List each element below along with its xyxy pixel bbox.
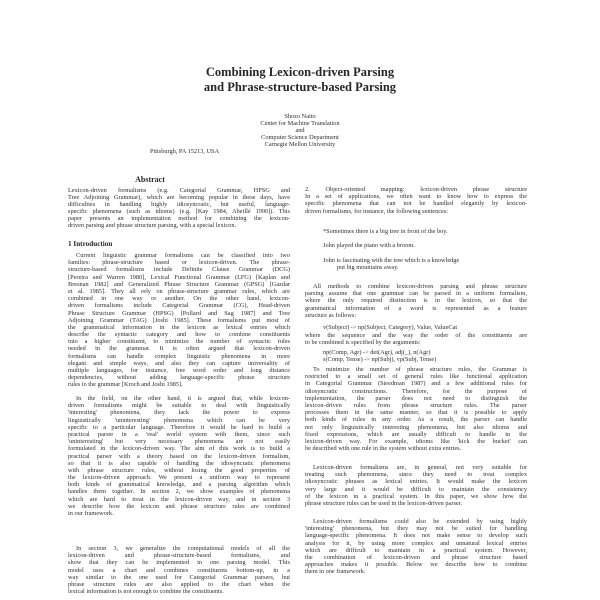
text-line: where the only required distinction is in the lexicon, so that the	[305, 297, 527, 305]
text-line: [Pereira and Warren 1980], Lexical Functional Grammar (LFG) [Kaplan and	[68, 273, 290, 281]
text-line: analysis for it, by using more complex and unnatural lexical entries	[305, 539, 527, 547]
text-line: grammatical information of a word is represented as a feature	[305, 304, 527, 312]
grammar-rule-3	[323, 356, 527, 363]
text-line: the grammatical information in the lexicon as lexical entries which	[68, 323, 290, 331]
text-line: *Sometimes there is a big tree in front of the boy.	[323, 228, 448, 235]
text-line: s(Comp, Tense) -> np(Subj), vp(Subj, Tense)	[323, 356, 437, 363]
text-line: phrase structure rules can be used in the lexicon-driven parser.	[305, 499, 463, 507]
text-line: multiple languages, for instance, free word order and long distance	[68, 367, 290, 374]
text-line: formulated in the lexicon-driven way. The aim of this work is to build a	[68, 445, 290, 453]
text-line: them in one framework.	[305, 568, 366, 576]
introduction-heading: 1 Introduction	[68, 240, 113, 248]
text-line: processes them in the same manner, so that it is possible to apply	[305, 409, 527, 417]
abstract-body	[68, 187, 290, 229]
text-line: To minimize the number of phrase structure rules, the Grammar is	[313, 366, 527, 373]
text-line: idiosyncratic constructions. Therefore, for the purpose of	[305, 387, 527, 395]
text-line: In the field, on the other hand, it is argued that, while lexicon-	[76, 395, 290, 402]
right-paragraph-5	[305, 464, 527, 507]
text-line: practical parser with a theory based on the lexicon-driven formalism,	[68, 452, 290, 460]
text-line: Shozo Naito	[284, 113, 316, 120]
text-line: not only linguistically interesting phenomena, but also idioms and	[305, 423, 527, 431]
author-block	[150, 113, 450, 155]
text-line: practical parser in a 'real' world system with them, since such	[68, 430, 290, 438]
text-line: Lexicon-driven formalisms (e.g. Categorial Grammar, HPSG and	[68, 187, 290, 194]
text-line: John played the piano with a broom.	[323, 242, 415, 249]
text-line: the lexicon-driven approach. We present a uniform way to represent	[68, 474, 290, 482]
text-line: and	[295, 127, 305, 134]
text-line: In a set of applications, we often want to know how to express the	[305, 193, 527, 201]
text-line: Center for Machine Translation	[260, 120, 340, 127]
text-line: idiosyncratic phrases as lexical entries. It would make the lexicon	[305, 478, 527, 486]
text-line: approaches makes it possible. Below we describe how to combine	[305, 561, 527, 569]
text-line: 'interesting' phenomena, they lack the power to express	[68, 409, 290, 417]
text-line: Tree Adjoining Grammar), which are becoming popular in these days, have	[68, 194, 290, 201]
text-line: Pittsburgh, PA 15213, USA	[150, 148, 220, 155]
text-line: linguistically 'uninteresting' phenomena which can be very	[68, 416, 290, 424]
text-line: combined in one way or another. On the other hand, lexicon-	[68, 295, 290, 303]
text-line: specific phenomena (such as idioms) (e.g. [Kay 1984, Abeillé 1990]). This	[68, 208, 290, 215]
text-line: v(Subject) -> np(Subject, Category), Value, ValueCat	[323, 324, 458, 331]
right-paragraph-2	[305, 283, 527, 319]
text-line: implementation, the parser does not need to distinguish the	[305, 394, 527, 402]
text-line: be described with one rule in the system without extra entries.	[305, 445, 462, 453]
text-line: Adjoining Grammar (TAG) [Joshi 1985]. These formalisms put most of	[68, 316, 290, 324]
text-line: with phrase structure rules, without losing the good properties of	[68, 466, 290, 474]
text-line: structure as follows:	[305, 311, 357, 319]
text-line: formalisms can handle complex linguistic phenomena in more	[68, 352, 290, 360]
text-line: All methods to combine lexicon-driven parsing and phrase structure	[313, 283, 527, 290]
text-line: Current linguistic grammar formalisms can be classified into two	[76, 252, 290, 259]
text-line: elegant and simple ways, and also they can capture universality of	[68, 359, 290, 367]
right-paragraph-1	[305, 186, 527, 215]
text-line: describe the syntactic category and how to combine constituents	[68, 331, 290, 339]
text-line: Bresnan 1982] and Generalized Phrase Structure Grammar (GPSG) [Gazdar	[68, 280, 290, 288]
text-line: restricted to a small set of general rules like functional application	[305, 373, 527, 381]
text-line: dependencies, without adding language-specific phrase structure	[68, 374, 290, 382]
text-line: Carnegie Mellon University	[264, 141, 336, 148]
right-paragraph-6	[305, 518, 527, 576]
paper-title-line-2: and Phrase-structure-based Parsing	[203, 80, 397, 94]
text-line: driven formalisms, for instance, the following sentences:	[305, 207, 449, 215]
text-line: put big mountains away.	[337, 264, 399, 271]
text-line: families: phrase-structure based or lexicon-driven. The phrase-	[68, 259, 290, 267]
text-line: 2. Object-oriented mapping: lexicon-driven phrase structure	[305, 186, 527, 193]
text-line: so that it is also capable of handling the idiosyncratic phenomena	[68, 459, 290, 467]
text-line: Phrase Structure Grammar (HPSG) [Pollard and Sag 1987] and Tree	[68, 309, 290, 317]
text-line: 'interesting' phenomena, but they may not be suited for handling	[305, 525, 527, 533]
text-line: very large and it would be difficult to maintain the consistency	[305, 485, 527, 493]
text-line: where the sequence and the way the order of the constituents are	[305, 332, 527, 339]
text-line: paper presents an implementation method for combining the lexicon-	[68, 215, 290, 222]
text-line: of the lexicon in a practical system. In this paper, we show how the	[305, 492, 527, 500]
text-line: show that they can be implemented in one parsing model. This	[68, 559, 290, 567]
text-line: In section 3, we generalize the computational models of all the	[76, 545, 290, 552]
text-line: needed in the grammar. It is often argued that lexicon-driven	[68, 345, 290, 353]
text-line: into a higher constituent, to minimize the number of syntactic rules	[68, 338, 290, 346]
paper-title-line-1: Combining Lexicon-driven Parsing	[205, 65, 395, 79]
text-line: John is fascinating with the tree which is a knowledge	[323, 257, 460, 264]
text-line: specific to a particular language. Therefore it would be hard to build a	[68, 423, 290, 431]
text-line: both kinds of rules in any order. As a result, the parser can handle	[305, 416, 527, 424]
text-line: to be combined is specified by the arguments:	[305, 339, 421, 347]
text-line: driven formalisms include Categorial Grammar (CG), Head-driven	[68, 302, 290, 310]
text-line: lexicon-driven rules from phrase structure rules. The parser	[305, 401, 527, 409]
text-line: difficulties in handling highly idiosyncratic, but useful, language-	[68, 201, 290, 208]
abstract-heading: Abstract	[135, 175, 165, 184]
text-line: driven formalisms might be suitable to deal with linguistically	[68, 402, 290, 410]
text-line: which are difficult to maintain in a practical system. However,	[305, 546, 527, 554]
text-line: model uses a chart and combines constituents bottom-up, in a	[68, 566, 290, 574]
text-line: lexical information is not enough to combine the constituents.	[68, 588, 224, 596]
text-line: which are hard to treat in the lexicon-driven way, and in section 3	[68, 495, 290, 503]
text-line: np(Comp, Agr) -> det(Agr), adj(_), n(Agr)	[323, 349, 431, 356]
text-line: lexicon-driven and phrase-structure-based formalisms, and	[68, 552, 290, 560]
text-line: Lexicon-driven formalisms could also be extended by using highly	[313, 518, 527, 525]
text-line: fixed expressions, which are usually difficult to handle in the	[305, 430, 527, 438]
text-line: parsing assume that one grammar can be parsed in a uniform formalism,	[305, 290, 527, 298]
text-line: treating such phenomena, since they need to treat complex	[305, 471, 527, 479]
text-line: in Categorial Grammar (Steedman 1987) and a few additional rules for	[305, 380, 527, 388]
text-line: Computer Science Department	[261, 134, 339, 141]
right-paragraph-3	[305, 332, 527, 346]
text-line: 'uninteresting' but very necessary phenomena are not easily	[68, 438, 290, 446]
text-line: lexicon-driven way. For example, idioms like 'kick the bucket' can	[305, 437, 527, 445]
text-line: phrase structure rules are also applied to the chart when the	[68, 580, 290, 588]
text-line: in our framework.	[68, 510, 114, 517]
text-line: et al. 1985]. They all rely on phrase-structure grammar rules, which are	[68, 287, 290, 295]
text-line: driven parsing and phrase structure parsing, with a special lexicon.	[68, 222, 237, 229]
text-line: handles them together. In section 2, we show examples of phenomena	[68, 488, 290, 496]
example-sentence-1	[323, 228, 527, 235]
example-sentence-2	[323, 242, 527, 249]
right-paragraph-4	[305, 366, 527, 452]
text-line: we describe how the lexicon and phrase structure rules are combined	[68, 502, 290, 510]
text-line: both kinds of grammatical knowledge, and a parsing algorithm which	[68, 481, 290, 489]
text-line: way similar to the one used for Categorial Grammar parsers, but	[68, 573, 290, 581]
text-line: language-specific phenomena. It does not make sense to develop such	[305, 532, 527, 540]
text-line: the combination of lexicon-driven and phrase structure based	[305, 553, 527, 561]
text-line: specific phenomena that can not be handled elegantly by lexicon-	[305, 200, 527, 208]
intro-paragraph-1	[68, 252, 290, 389]
intro-paragraph-3	[68, 545, 290, 595]
example-sentence-3-continued	[337, 264, 527, 271]
text-line: Lexicon-driven formalisms are, in general, not very suitable for	[313, 464, 527, 471]
intro-paragraph-2	[68, 395, 290, 517]
text-line: rules to the grammar [Kroch and Joshi 1985].	[68, 381, 183, 389]
grammar-rule-1	[323, 324, 527, 331]
text-line: structure-based formalisms include Definite Clause Grammar (DCG)	[68, 266, 290, 274]
